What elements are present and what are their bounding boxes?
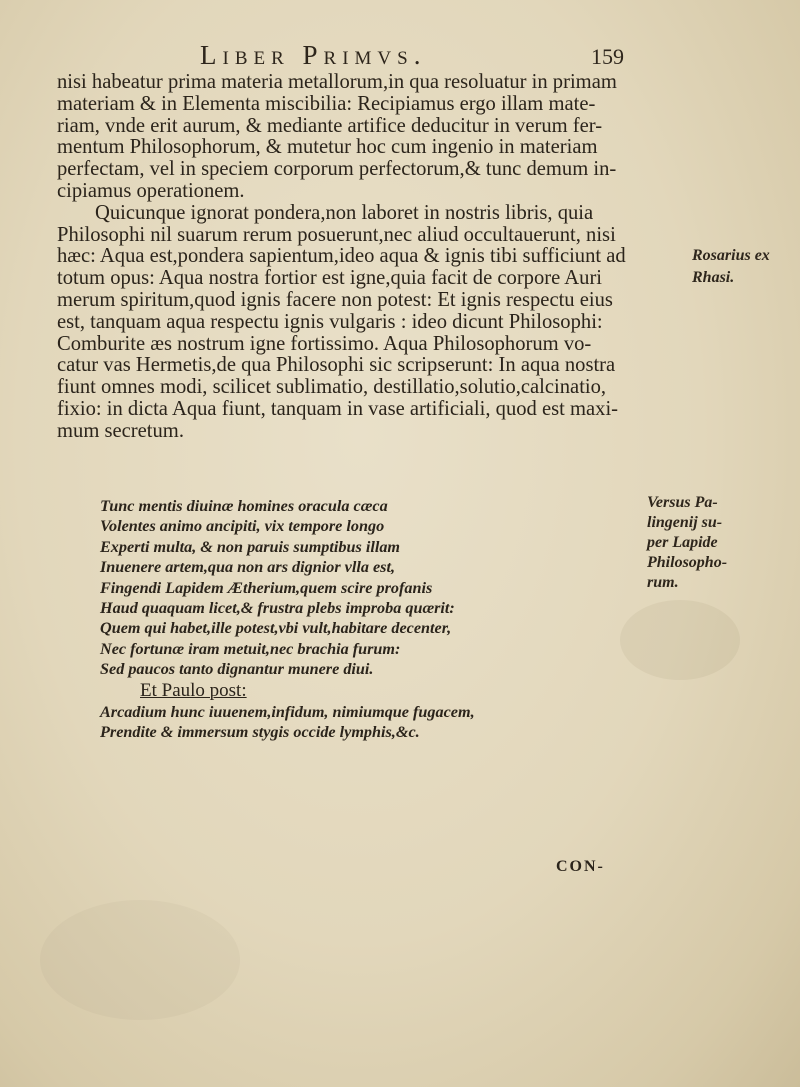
margin-note-rosarius — [692, 245, 770, 289]
page-number: 159 — [591, 44, 624, 69]
verse-line: Experti multa, & non paruis sumptibus illam — [100, 537, 401, 556]
catchword: CON- — [556, 858, 605, 875]
verse-line: Quem qui habet,ille potest,vbi vult,habitare decenter, — [100, 619, 452, 638]
text-line: catur vas Hermetis,de qua Philosophi sic scripserunt: In aqua nostra — [57, 354, 616, 377]
text-line: hæc: Aqua est,pondera sapientum,ideo aqua & ignis tibi sufficiunt ad — [57, 245, 626, 268]
text-line: mentum Philosophorum, & mutetur hoc cum ingenio in materiam — [57, 136, 598, 159]
text-line: riam, vnde erit aurum, & mediante artifice deducitur in verum fer- — [57, 114, 603, 137]
text-line: Philosophi nil suarum rerum posuerunt,nec aliud occultauerunt, nisi — [57, 223, 616, 246]
text-line: Quicunque ignorat pondera,non laboret in nostris libris, quia — [95, 201, 594, 224]
verse-line: Inuenere artem,qua non ars dignior vlla est, — [100, 558, 396, 577]
verse-line: Sed paucos tanto dignantur munere diui. — [100, 660, 374, 679]
verse-line: Nec fortunæ iram metuit,nec brachia furum: — [100, 639, 401, 658]
margin-note-line: Rosarius ex — [692, 247, 770, 264]
margin-note-line: rum. — [647, 574, 679, 591]
text-line: merum spiritum,quod ignis facere non potest: Et ignis respectu eius — [57, 288, 613, 311]
margin-note-line: lingenij su- — [647, 514, 723, 531]
margin-note-line: Rhasi. — [692, 269, 735, 286]
verse-block — [100, 496, 620, 742]
text-line: cipiamus operationem. — [57, 179, 245, 202]
margin-note-line: Philosopho- — [647, 554, 728, 571]
verse-line: Volentes animo ancipiti, vix tempore longo — [100, 517, 385, 536]
main-text-block — [57, 72, 637, 443]
running-title: Liber Primvs. — [200, 40, 427, 70]
text-line: fixio: in dicta Aqua fiunt, tanquam in vase artificiali, quod est maxi- — [57, 397, 619, 420]
text-line: perfectam, vel in speciem corporum perfectorum,& tunc demum in- — [57, 158, 617, 181]
verse-line: Prendite & immersum stygis occide lymphis,&c. — [100, 722, 420, 741]
text-line: mum secretum. — [57, 419, 184, 442]
verse-line: Arcadium hunc iuuenem,infidum, nimiumque fugacem, — [100, 702, 475, 721]
text-line: fiunt omnes modi, scilicet sublimatio, destillatio,solutio,calcinatio, — [57, 376, 607, 399]
paper-stain — [620, 600, 740, 680]
text-line: totum opus: Aqua nostra fortior est igne,quia facit de corpore Auri — [57, 267, 603, 290]
text-line: est, tanquam aqua respectu ignis vulgaris : ideo dicunt Philosophi: — [57, 310, 603, 333]
margin-note-line: Versus Pa- — [647, 494, 718, 511]
margin-note-verses — [647, 493, 727, 593]
text-line: materiam & in Elementa miscibilia: Recipiamus ergo illam mate- — [57, 92, 596, 115]
verse-attribution: Et Paulo post: — [140, 679, 247, 701]
text-line: Comburite æs nostrum igne fortissimo. Aqua Philosophorum vo- — [57, 332, 592, 355]
page-header — [200, 40, 624, 72]
verse-line: Fingendi Lapidem Ætherium,quem scire profanis — [100, 578, 433, 597]
verse-line: Tunc mentis diuinæ homines oracula cæca — [100, 497, 388, 515]
margin-note-line: per Lapide — [647, 534, 718, 551]
text-line: nisi habeatur prima materia metallorum,in qua resoluatur in primam — [57, 71, 617, 93]
verse-line: Haud quaquam licet,& frustra plebs improba quærit: — [100, 598, 455, 617]
paper-stain — [40, 900, 240, 1020]
